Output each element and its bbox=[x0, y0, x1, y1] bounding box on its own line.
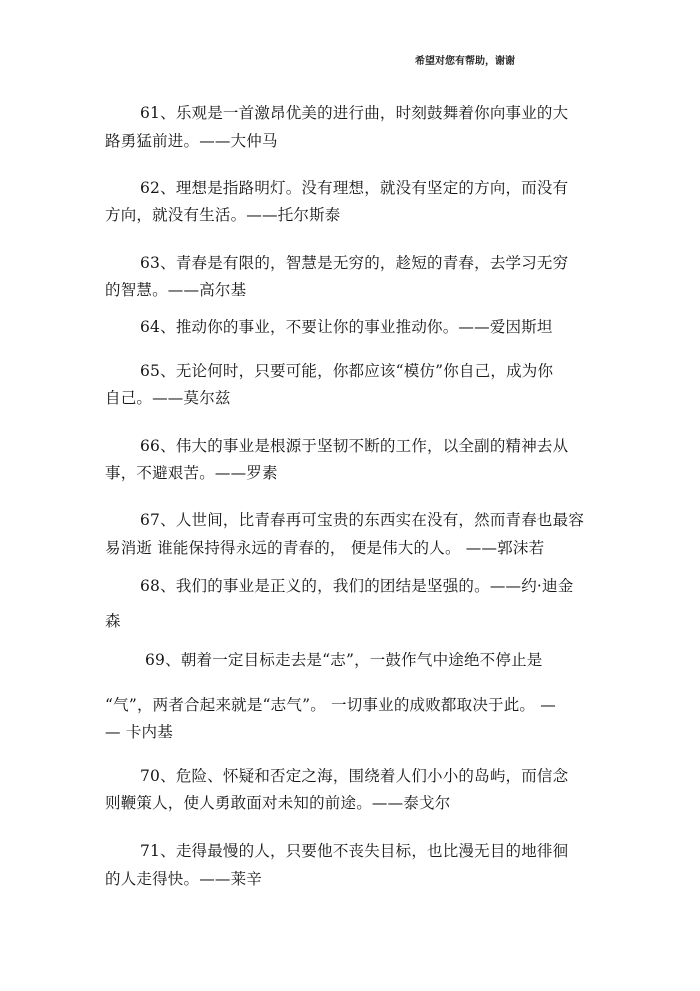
quote-line: 63、青春是有限的，智慧是无穷的，趁短的青春，去学习无穷 bbox=[140, 254, 569, 272]
header-note: 希望对您有帮助，谢谢 bbox=[415, 56, 515, 67]
quote-line: 的人走得快。——莱辛 bbox=[105, 870, 263, 888]
quote-line: — 卡内基 bbox=[105, 723, 173, 741]
quote-line: 69、朝着一定目标走去是“志”，一鼓作气中途绝不停止是 bbox=[145, 651, 543, 669]
quote-line: 易消逝 谁能保持得永远的青春的， 便是伟大的人。 ——郭沫若 bbox=[105, 539, 545, 557]
quote-line: 65、无论何时，只要可能，你都应该“模仿”你自己，成为你 bbox=[140, 362, 554, 380]
quote-line: 自己。——莫尔兹 bbox=[105, 389, 231, 407]
quote-line: “气”，两者合起来就是“志气”。 一切事业的成败都取决于此。 — bbox=[105, 696, 556, 714]
quote-line: 66、伟大的事业是根源于坚韧不断的工作，以全副的精神去从 bbox=[140, 437, 569, 455]
quote-line: 61、乐观是一首激昂优美的进行曲，时刻鼓舞着你向事业的大 bbox=[140, 104, 569, 122]
quote-line: 方向，就没有生活。——托尔斯泰 bbox=[105, 206, 341, 224]
quote-line: 70、危险、怀疑和否定之海，围绕着人们小小的岛屿，而信念 bbox=[140, 767, 569, 785]
quote-line: 62、理想是指路明灯。没有理想，就没有坚定的方向，而没有 bbox=[140, 179, 569, 197]
quote-line: 森 bbox=[105, 612, 121, 630]
quote-line: 事，不避艰苦。——罗素 bbox=[105, 464, 278, 482]
quote-line: 71、走得最慢的人，只要他不丧失目标，也比漫无目的地徘徊 bbox=[140, 842, 569, 860]
quote-line: 67、人世间，比青春再可宝贵的东西实在没有，然而青春也最容 bbox=[140, 511, 585, 529]
quote-line: 路勇猛前进。——大仲马 bbox=[105, 132, 278, 150]
quote-line: 则鞭策人，使人勇敢面对未知的前途。——泰戈尔 bbox=[105, 794, 451, 812]
quote-line: 68、我们的事业是正义的，我们的团结是坚强的。——约·迪金 bbox=[140, 577, 574, 595]
quote-line: 的智慧。——高尔基 bbox=[105, 281, 247, 299]
quote-line: 64、推动你的事业，不要让你的事业推动你。——爱因斯坦 bbox=[140, 318, 553, 336]
